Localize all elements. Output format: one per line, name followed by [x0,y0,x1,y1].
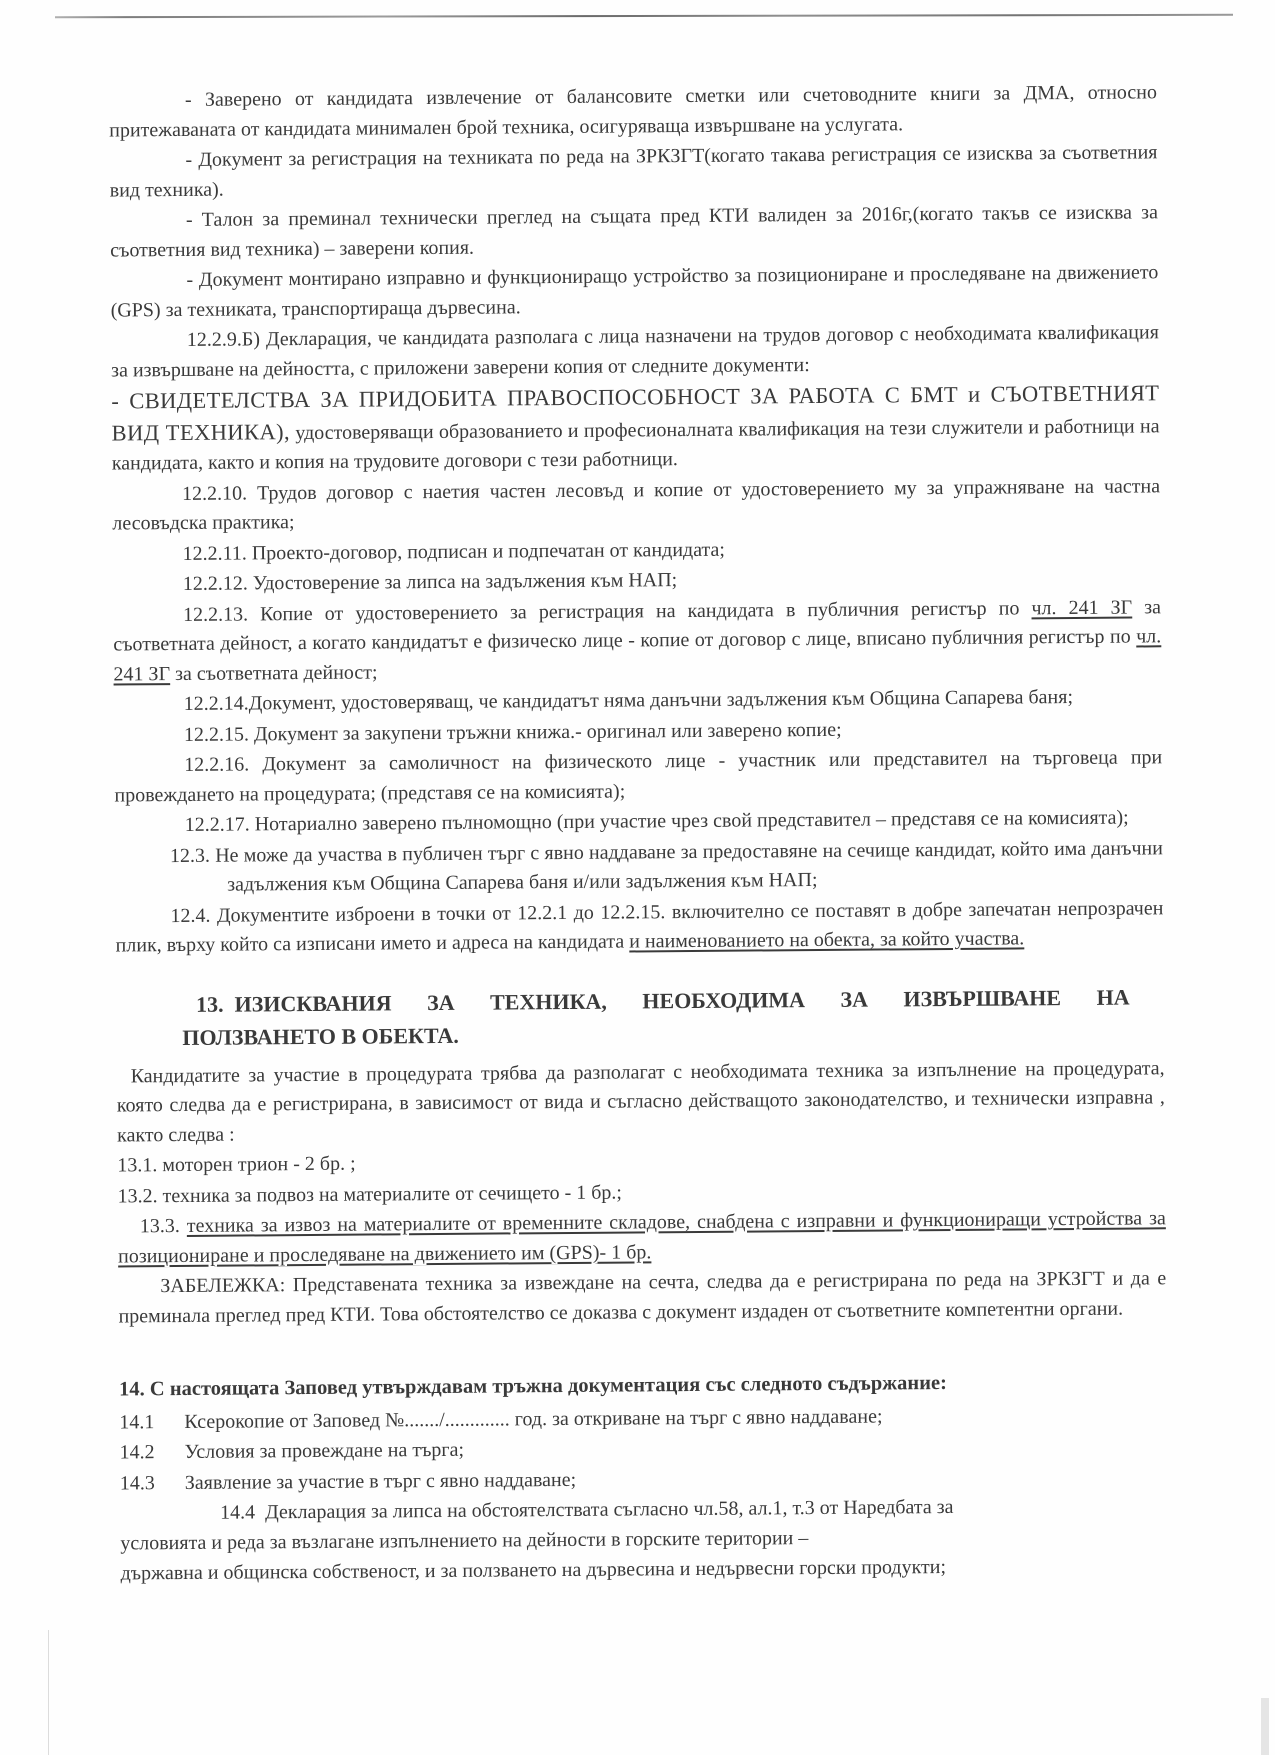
text-run: 12.2.14.Документ, удостоверяващ, че кандидатът няма данъчни задължения към Община Сапарева баня; [183,685,1074,715]
text-run: - Документ за регистрация на техниката по реда на ЗРКЗГТ(когато такава регистрация се изисква за съответния вид техника). [109,141,1158,202]
para-12-2-9-b [111,318,1159,385]
text-run: 13. ИЗИСКВАНИЯ ЗА ТЕХНИКА, НЕОБХОДИМА ЗА ИЗВЪРШВАНЕ НА [195,984,1130,1017]
para-13-3 [118,1204,1166,1271]
para-dash-balance [109,78,1157,145]
scan-artifact-top-line [55,14,1233,18]
text-run: 12.2.9.Б) Декларация, че кандидата разполага с лица назначени на трудов договор с необходимата квалификация за извършване на дейността, с приложени заверени копия от следните документи: [111,321,1159,382]
para-14-4 [120,1491,1168,1558]
text-run: 13.2. техника за подвоз на материалите от сечището - 1 бр.; [117,1181,623,1208]
text-run: 14. С настоящата Заповед утвърждавам тръжна документация със следното съдържание: [119,1372,947,1401]
text-run: 12.2.15. Документ за закупени тръжни книжа.- оригинал или заверено копие; [183,718,842,746]
text-run: чл. 241 ЗГ [1031,596,1133,619]
text-run: 14.4 Декларация за липса на обстоятелствата съгласно чл.58, ал.1, т.3 от Наредбата за [220,1495,954,1524]
scan-artifact-corner-smudge [1261,1698,1269,1755]
text-run: ПОЛЗВАНЕТО В ОБЕКТА. [182,1022,459,1050]
para-12-2-16 [114,743,1162,810]
text-run: 12.2.16. Документ за самоличност на физическото лице - участник или представител на търговеца при провеждането на процедурата; (представя се на комисията); [114,746,1163,807]
text-run: ЗАБЕЛЕЖКА: Представената техника за извеждане на сечта, следва да е регистрирана по реда на ЗРКЗГТ и да е преминала преглед пред КТИ. Това обстоятелство се доказва с документ издаден от съответните компетентни органи. [118,1267,1167,1328]
text-run: условията и реда за възлагане изпълнението на дейности в горските територии – [120,1526,809,1554]
text-run: държавна и общинска собственост, и за ползването на дървесина и недървесни горски продукти; [120,1556,947,1585]
text-run: удостоверяващи образованието и професионалната квалификация на тези служители и работници на кандидата, както и копия на трудовите договори с тези работници. [111,414,1160,475]
text-run: и наименованието на обекта, за който участва. [629,927,1025,953]
para-dash-registration [109,138,1157,205]
text-run: - Талон за преминал технически преглед на същата пред КТИ валиден за 2016г,(когато такъв се изисква за съответния вид техника) – заверени копия. [110,201,1158,262]
para-dash-gps [110,258,1158,325]
text-run: техника за извоз на материалите от временните складове, снабдена с изправни и функциониращи устройства за позициониране и проследяване на движението им (GPS)- 1 бр. [117,1207,1166,1268]
heading-14 [119,1367,1167,1405]
text-run: Кандидатите за участие в процедурата трябва да разполагат с необходимата техника за изпълнение на процедурата, която следва да е регистрирана, в зависимост от вида и съгласно действащото законодателство, и технически изправна , както следва : [116,1056,1165,1147]
para-13-intro [117,1054,1166,1151]
scan-artifact-left-edge [48,1630,49,1755]
text-run: 12.2.13. Копие от удостоверението за регистрация на кандидата в публичния регистър по [182,596,1032,626]
text-run: 14.2 Условия за провеждане на търга; [119,1438,465,1464]
text-run: 13.3. [139,1214,187,1238]
text-run: - Заверено от кандидата извлечение от балансовите сметки или счетоводните книги за ДМА, относно притежаваната от кандидата минимален брой техника, осигуряваща извършване на услугата. [109,81,1158,142]
para-certificates [111,378,1160,479]
text-run: 12.3. Не може да участва в публичен търг с явно наддаване за предоставяне на сечище кандидат, който има данъчни задължения към Община Сапарева баня и/или задължения към НАП; [169,836,1163,896]
para-12-4 [115,894,1163,961]
text-run: чл. 241 ЗГ [113,625,1162,686]
text-run: 12.2.11. Проекто-договор, подписан и подпечатан от кандидата; [182,538,726,565]
text-run: - СВИДЕТЕЛСТВА ЗА ПРИДОБИТА ПРАВОСПОСОБНОСТ ЗА РАБОТА С БМТ и СЪОТВЕТНИЯТ ВИД ТЕХНИКА), [111,380,1160,446]
para-12-3 [115,834,1163,901]
para-12-2-13 [113,593,1162,690]
text-run: 14.1 Ксерокопие от Заповед №......./............. год. за откриване на търг с явно наддаване; [119,1405,883,1434]
text-run: 14.3 Заявление за участие в търг с явно наддаване; [119,1468,577,1494]
text-run: 12.2.17. Нотариално заверено пълномощно (при участие чрез свой представител – представя се на комисията); [184,806,1129,836]
heading-13 [116,980,1164,1054]
text-run: - Документ монтирано изправно и функциониращо устройство за позициониране и проследяване на движението (GPS) за техниката, транспортираща дървесина. [110,261,1159,322]
para-note [118,1264,1166,1331]
text-run: за съответната дейност, а когато кандидатът е физическо лице - копие от договор с лице, вписано публичния регистър по [113,595,1162,656]
document-content [109,78,1169,1590]
text-run: 13.1. моторен трион - 2 бр. ; [117,1152,356,1177]
text-run: 12.2.12. Удостоверение за липса на задължения към НАП; [182,569,678,595]
text-run: 12.2.10. Трудов договор с наетия частен лесовъд и копие от удостоверението му за упражняване на частна лесовъдска практика; [112,474,1161,535]
para-dash-talon [110,198,1158,265]
text-run: 12.4. Документите изброени в точки от 12.2.1 до 12.2.15. включително се поставят в добре запечатан непрозрачен плик, върху който са изписани името и адреса на кандидата [115,896,1164,957]
text-run: за съответната дейност; [170,660,378,685]
para-12-2-10 [112,472,1160,539]
